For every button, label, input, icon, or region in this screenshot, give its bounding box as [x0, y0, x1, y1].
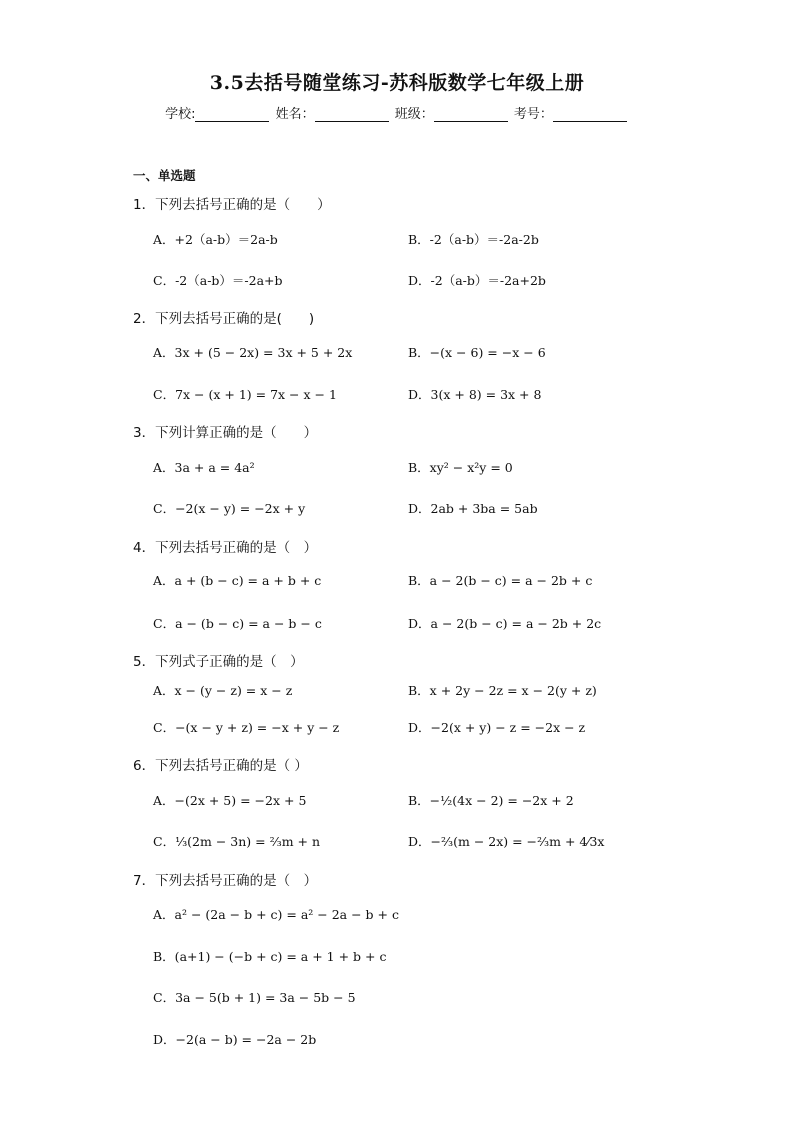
question-6-option-d: D．−⅔(m − 2x) = −⅔m + 4⁄3x	[408, 834, 605, 849]
question-5-option-a: A．x − (y − z) = x − z	[153, 683, 293, 698]
document-title: 3.5去括号随堂练习-苏科版数学七年级上册	[209, 72, 585, 94]
question-2-option-b: B．−(x − 6) = −x − 6	[408, 345, 546, 360]
question-4-option-c: C．a − (b − c) = a − b − c	[153, 616, 322, 631]
question-2-option-c: C．7x − (x + 1) = 7x − x − 1	[153, 387, 337, 402]
question-4-option-b: B．a − 2(b − c) = a − 2b + c	[408, 573, 593, 588]
student-info-line	[0, 103, 794, 122]
question-4-option-d: D．a − 2(b − c) = a − 2b + 2c	[408, 616, 602, 631]
question-3-option-a: A．3a + a = 4a²	[153, 460, 255, 475]
question-3-option-d: D．2ab + 3ba = 5ab	[408, 501, 538, 516]
exam-number-blank	[553, 107, 627, 122]
class-blank	[434, 107, 508, 122]
question-1-option-d: D．-2（a-b）＝-2a+2b	[408, 273, 546, 288]
question-2-option-a: A．3x + (5 − 2x) = 3x + 5 + 2x	[153, 345, 353, 360]
school-label: 学校:	[165, 107, 196, 122]
name-blank	[315, 107, 389, 122]
question-5-option-c: C．−(x − y + z) = −x + y − z	[153, 720, 340, 735]
question-5-stem: 5．下列式子正确的是（ ）	[133, 654, 304, 670]
exam-number-label: 考号：	[513, 107, 553, 122]
question-5-option-d: D．−2(x + y) − z = −2x − z	[408, 720, 586, 735]
question-6-stem: 6．下列去括号正确的是（ ）	[133, 758, 308, 774]
question-6-option-a: A．−(2x + 5) = −2x + 5	[153, 793, 307, 808]
question-3-option-b: B．xy² − x²y = 0	[408, 460, 513, 475]
question-2-option-d: D．3(x + 8) = 3x + 8	[408, 387, 542, 402]
question-4-option-a: A．a + (b − c) = a + b + c	[153, 573, 322, 588]
question-7-stem: 7．下列去括号正确的是（ ）	[133, 873, 318, 889]
question-2-stem: 2．下列去括号正确的是( )	[133, 311, 315, 327]
question-6-option-c: C．⅓(2m − 3n) = ⅔m + n	[153, 834, 321, 849]
question-1-option-c: C．-2（a-b）＝-2a+b	[153, 273, 283, 288]
question-3-stem: 3．下列计算正确的是（ ）	[133, 425, 318, 441]
question-7-option-a: A．a² − (2a − b + c) = a² − 2a − b + c	[153, 907, 399, 922]
name-label: 姓名：	[275, 107, 315, 122]
question-4-stem: 4．下列去括号正确的是（ ）	[133, 540, 318, 556]
question-3-option-c: C．−2(x − y) = −2x + y	[153, 501, 306, 516]
question-7-option-b: B．(a+1) − (−b + c) = a + 1 + b + c	[153, 949, 387, 964]
question-1-stem: 1．下列去括号正确的是（ ）	[133, 197, 331, 213]
question-1-option-b: B．-2（a-b）＝-2a-2b	[408, 232, 539, 247]
question-6-option-b: B．−½(4x − 2) = −2x + 2	[408, 793, 574, 808]
question-5-option-b: B．x + 2y − 2z = x − 2(y + z)	[408, 683, 597, 698]
question-7-option-d: D．−2(a − b) = −2a − 2b	[153, 1032, 317, 1047]
class-label: 班级：	[394, 107, 434, 122]
section-heading: 一、单选题	[133, 168, 196, 183]
school-blank	[195, 107, 269, 122]
question-7-option-c: C．3a − 5(b + 1) = 3a − 5b − 5	[153, 990, 356, 1005]
question-1-option-a: A．+2（a-b）＝2a-b	[153, 232, 278, 247]
